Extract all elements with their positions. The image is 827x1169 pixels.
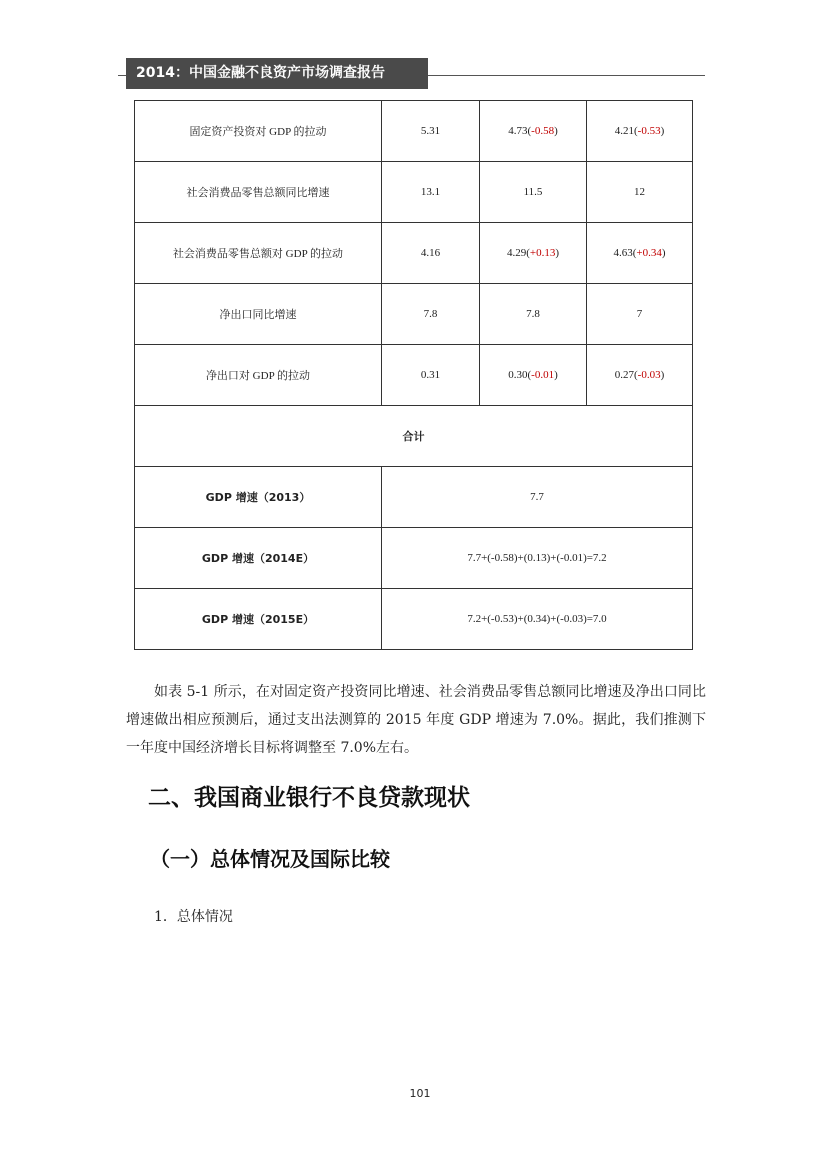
table-row: [135, 101, 693, 162]
value-2014e: 0.30(-0.01): [480, 345, 587, 406]
gdp-row-label: GDP 增速（2015E）: [135, 589, 382, 650]
gdp-row-value: 7.7: [382, 467, 693, 528]
gdp-row: [135, 528, 693, 589]
summary-label: 合计: [135, 406, 693, 467]
table-row: [135, 162, 693, 223]
value-2015e: 0.27(-0.03): [587, 345, 693, 406]
value-2015e: 4.21(-0.53): [587, 101, 693, 162]
delta-value: -0.01: [531, 369, 555, 381]
gdp-row-label: GDP 增速（2014E）: [135, 528, 382, 589]
value-2014e: 7.8: [480, 284, 587, 345]
page-number: 101: [409, 1087, 431, 1100]
value-2014e: 4.73(-0.58): [480, 101, 587, 162]
gdp-contribution-table: [134, 100, 693, 650]
section-heading: 二、我国商业银行不良贷款现状: [148, 785, 470, 811]
value-2014e: 4.29(+0.13): [480, 223, 587, 284]
body-paragraph: 如表 5-1 所示，在对固定资产投资同比增速、社会消费品零售总额同比增速及净出口同比增速做出相应预测后，通过支出法测算的 2015 年度 GDP 增速为 7.0%。据此，我们推测下一年度中国经济增长目标将调整至 7.0%左右。: [126, 684, 706, 756]
table-row: [135, 345, 693, 406]
delta-value: -0.58: [531, 125, 555, 137]
table-row: [135, 284, 693, 345]
row-label: 社会消费品零售总额对 GDP 的拉动: [135, 223, 382, 284]
row-label: 固定资产投资对 GDP 的拉动: [135, 101, 382, 162]
gdp-row: [135, 467, 693, 528]
delta-value: -0.53: [637, 125, 661, 137]
row-label: 社会消费品零售总额同比增速: [135, 162, 382, 223]
summary-row: [135, 406, 693, 467]
value-2015e: 7: [587, 284, 693, 345]
row-label: 净出口对 GDP 的拉动: [135, 345, 382, 406]
value-2013: 0.31: [382, 345, 480, 406]
subsection-heading: （一）总体情况及国际比较: [150, 847, 390, 871]
gdp-row: [135, 589, 693, 650]
delta-value: +0.34: [636, 247, 662, 259]
delta-value: +0.13: [529, 247, 556, 259]
gdp-row-value: 7.7+(-0.58)+(0.13)+(-0.01)=7.2: [382, 528, 693, 589]
running-header: [126, 58, 428, 89]
value-2013: 4.16: [382, 223, 480, 284]
row-label: 净出口同比增速: [135, 284, 382, 345]
gdp-row-label: GDP 增速（2013）: [135, 467, 382, 528]
value-2013: 13.1: [382, 162, 480, 223]
running-header-title: 2014：中国金融不良资产市场调查报告: [136, 65, 385, 81]
value-2015e: 12: [587, 162, 693, 223]
header-rule-right: [428, 75, 705, 76]
subsubsection-heading: 1．总体情况: [154, 909, 233, 925]
delta-value: -0.03: [637, 369, 661, 381]
table-row: [135, 223, 693, 284]
value-2015e: 4.63(+0.34): [587, 223, 693, 284]
value-2013: 5.31: [382, 101, 480, 162]
header-rule-left: [118, 75, 126, 76]
value-2013: 7.8: [382, 284, 480, 345]
value-2014e: 11.5: [480, 162, 587, 223]
gdp-row-value: 7.2+(-0.53)+(0.34)+(-0.03)=7.0: [382, 589, 693, 650]
